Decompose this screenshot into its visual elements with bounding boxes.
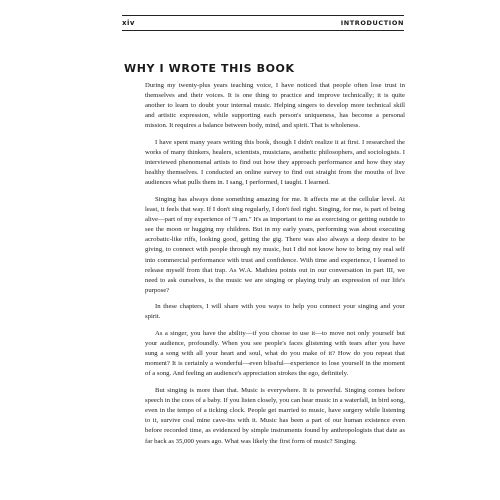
paragraph: But singing is more than that. Music is everywhere. It is powerful. Singing comes before speech in the coos of a baby. If you listen closely, you can hear music in a waterfall, in bird song, even in the tempo of a ticking clock. People get married to music, have surgery while listening to it, survive coal mine cave-ins with it. Music has been a part of our human existence even before recorded time, as evidenced by simple instruments found by anthropologists that date as far back as 35,000 years ago. What was likely the first form of music? Singing. bbox=[145, 387, 405, 445]
paragraph: During my twenty-plus years teaching voice, I have noticed that people often lose trust in themselves and their voices. It is one thing to practice and improve technically; it is quite another to learn to doubt your internal music. Helping singers to develop more technical skill and artistic expression, while supporting each person's uniqueness, has become a personal mission. It requires a balance between body, mind, and spirit. That is wholeness. bbox=[145, 82, 405, 130]
paragraph: As a singer, you have the ability—if you choose to use it—to move not only yourself but your audience, profoundly. When you see people's faces glistening with tears after you have sung a song with all your heart and soul, what do you make of it? How do you repeat that moment? It is certainly a wonderful—even blissful—experience to lose yourself in the moment of a song. And feeling an audience's appreciation strokes the ego, definitely. bbox=[145, 330, 405, 378]
paragraph: Singing has always done something amazing for me. It affects me at the cellular level. At least, it feels that way. If I don't sing regularly, I don't feel right. Singing, for me, is part of being alive—part of my experience of "I am." It's as important to me as exercising or getting outside to see the moon or hugging my children. But in my early years, performing was about executing acrobatic-like riffs, looking good, getting the gig. There was also always a deep desire to be giving, to connect with people through my music, but I did not know how to bring my real self into commercial performance with trust and confidence. With time and experience, I learned to release myself from that trap. As W.A. Mathieu points out in our conversation in part III, we need to ask ourselves, is the music we are singing or playing truly an expression of our life's purpose? bbox=[145, 195, 405, 294]
running-head bbox=[122, 15, 404, 31]
page-number: xiv bbox=[122, 19, 135, 27]
body-text bbox=[145, 81, 405, 453]
paragraph: I have spent many years writing this book, though I didn't realize it at first. I researched the works of many thinkers, healers, scientists, musicians, aesthetic philosophers, and sociologists. I interviewed phenomenal artists to find out how they approach performance and how they stay healthy themselves. I conducted an online survey to find out straight from the mouths of live audiences what pulls them in. I sang, I performed, I taught. I learned. bbox=[145, 138, 405, 187]
paragraph: In these chapters, I will share with you ways to help you connect your singing and your spirit. bbox=[145, 303, 405, 321]
section-title: WHY I WROTE THIS BOOK bbox=[124, 62, 295, 75]
running-title: INTRODUCTION bbox=[340, 19, 404, 27]
